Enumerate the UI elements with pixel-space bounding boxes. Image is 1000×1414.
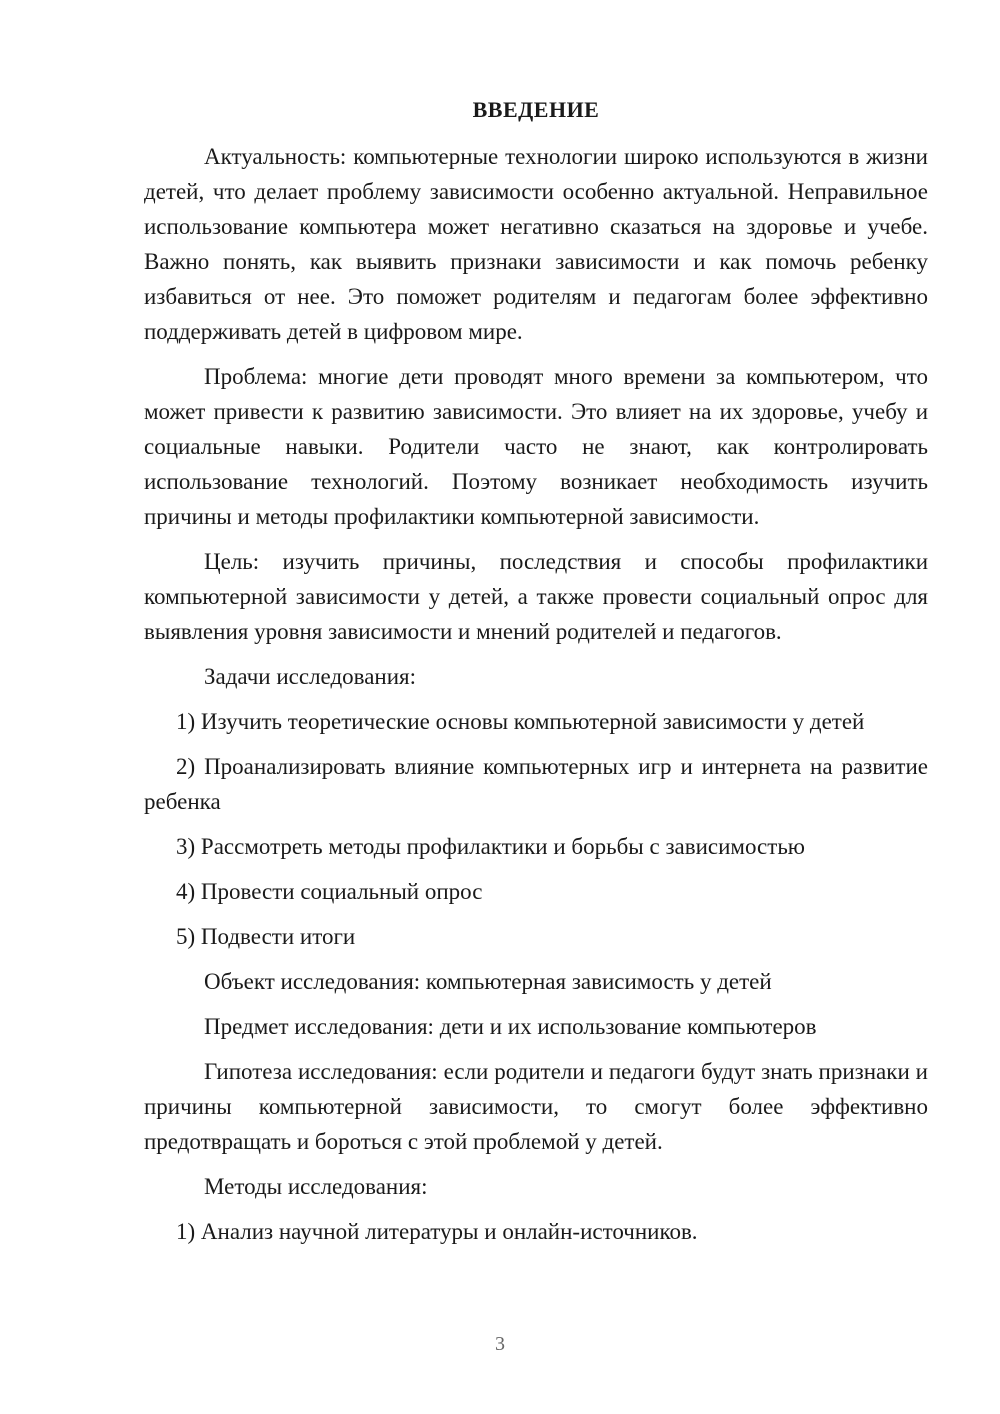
task-item-5: 5) Подвести итоги xyxy=(176,924,356,949)
page-title: ВВЕДЕНИЕ xyxy=(472,97,600,122)
page-number: 3 xyxy=(495,1333,505,1355)
object-paragraph: Объект исследования: компьютерная зависимость у детей xyxy=(204,969,772,994)
hypothesis-paragraph: Гипотеза исследования: если родители и педагоги будут знать признаки и причины компьютерной зависимости, то смогут более эффективно предотвращать и бороться с этой проблемой у детей. xyxy=(144,1059,928,1154)
goal-paragraph: Цель: изучить причины, последствия и способы профилактики компьютерной зависимости у детей, а также провести социальный опрос для выявления уровня зависимости и мнений родителей и педагогов. xyxy=(144,549,928,644)
relevance-paragraph: Актуальность: компьютерные технологии широко используются в жизни детей, что делает проблему зависимости особенно актуальной. Неправильное использование компьютера может негативно сказаться на здоровье и учебе. Важно понять, как выявить признаки зависимости и как помочь ребенку избавиться от нее. Это поможет родителям и педагогам более эффективно поддерживать детей в цифровом мире. xyxy=(144,144,928,344)
methods-heading: Методы исследования: xyxy=(204,1174,428,1199)
task-item-2: 2) Проанализировать влияние компьютерных игр и интернета на развитие ребенка xyxy=(144,754,928,814)
task-item-3: 3) Рассмотреть методы профилактики и борьбы с зависимостью xyxy=(176,834,805,859)
task-item-1: 1) Изучить теоретические основы компьютерной зависимости у детей xyxy=(176,709,865,734)
subject-paragraph: Предмет исследования: дети и их использование компьютеров xyxy=(204,1014,817,1039)
problem-paragraph: Проблема: многие дети проводят много времени за компьютером, что может привести к развитию зависимости. Это влияет на их здоровье, учебу и социальные навыки. Родители часто не знают, как контролировать использование технологий. Поэтому возникает необходимость изучить причины и методы профилактики компьютерной зависимости. xyxy=(144,364,928,529)
method-item-1: 1) Анализ научной литературы и онлайн-источников. xyxy=(176,1219,698,1244)
task-item-4: 4) Провести социальный опрос xyxy=(176,879,483,904)
page-content xyxy=(144,92,928,1259)
tasks-heading: Задачи исследования: xyxy=(204,664,417,689)
